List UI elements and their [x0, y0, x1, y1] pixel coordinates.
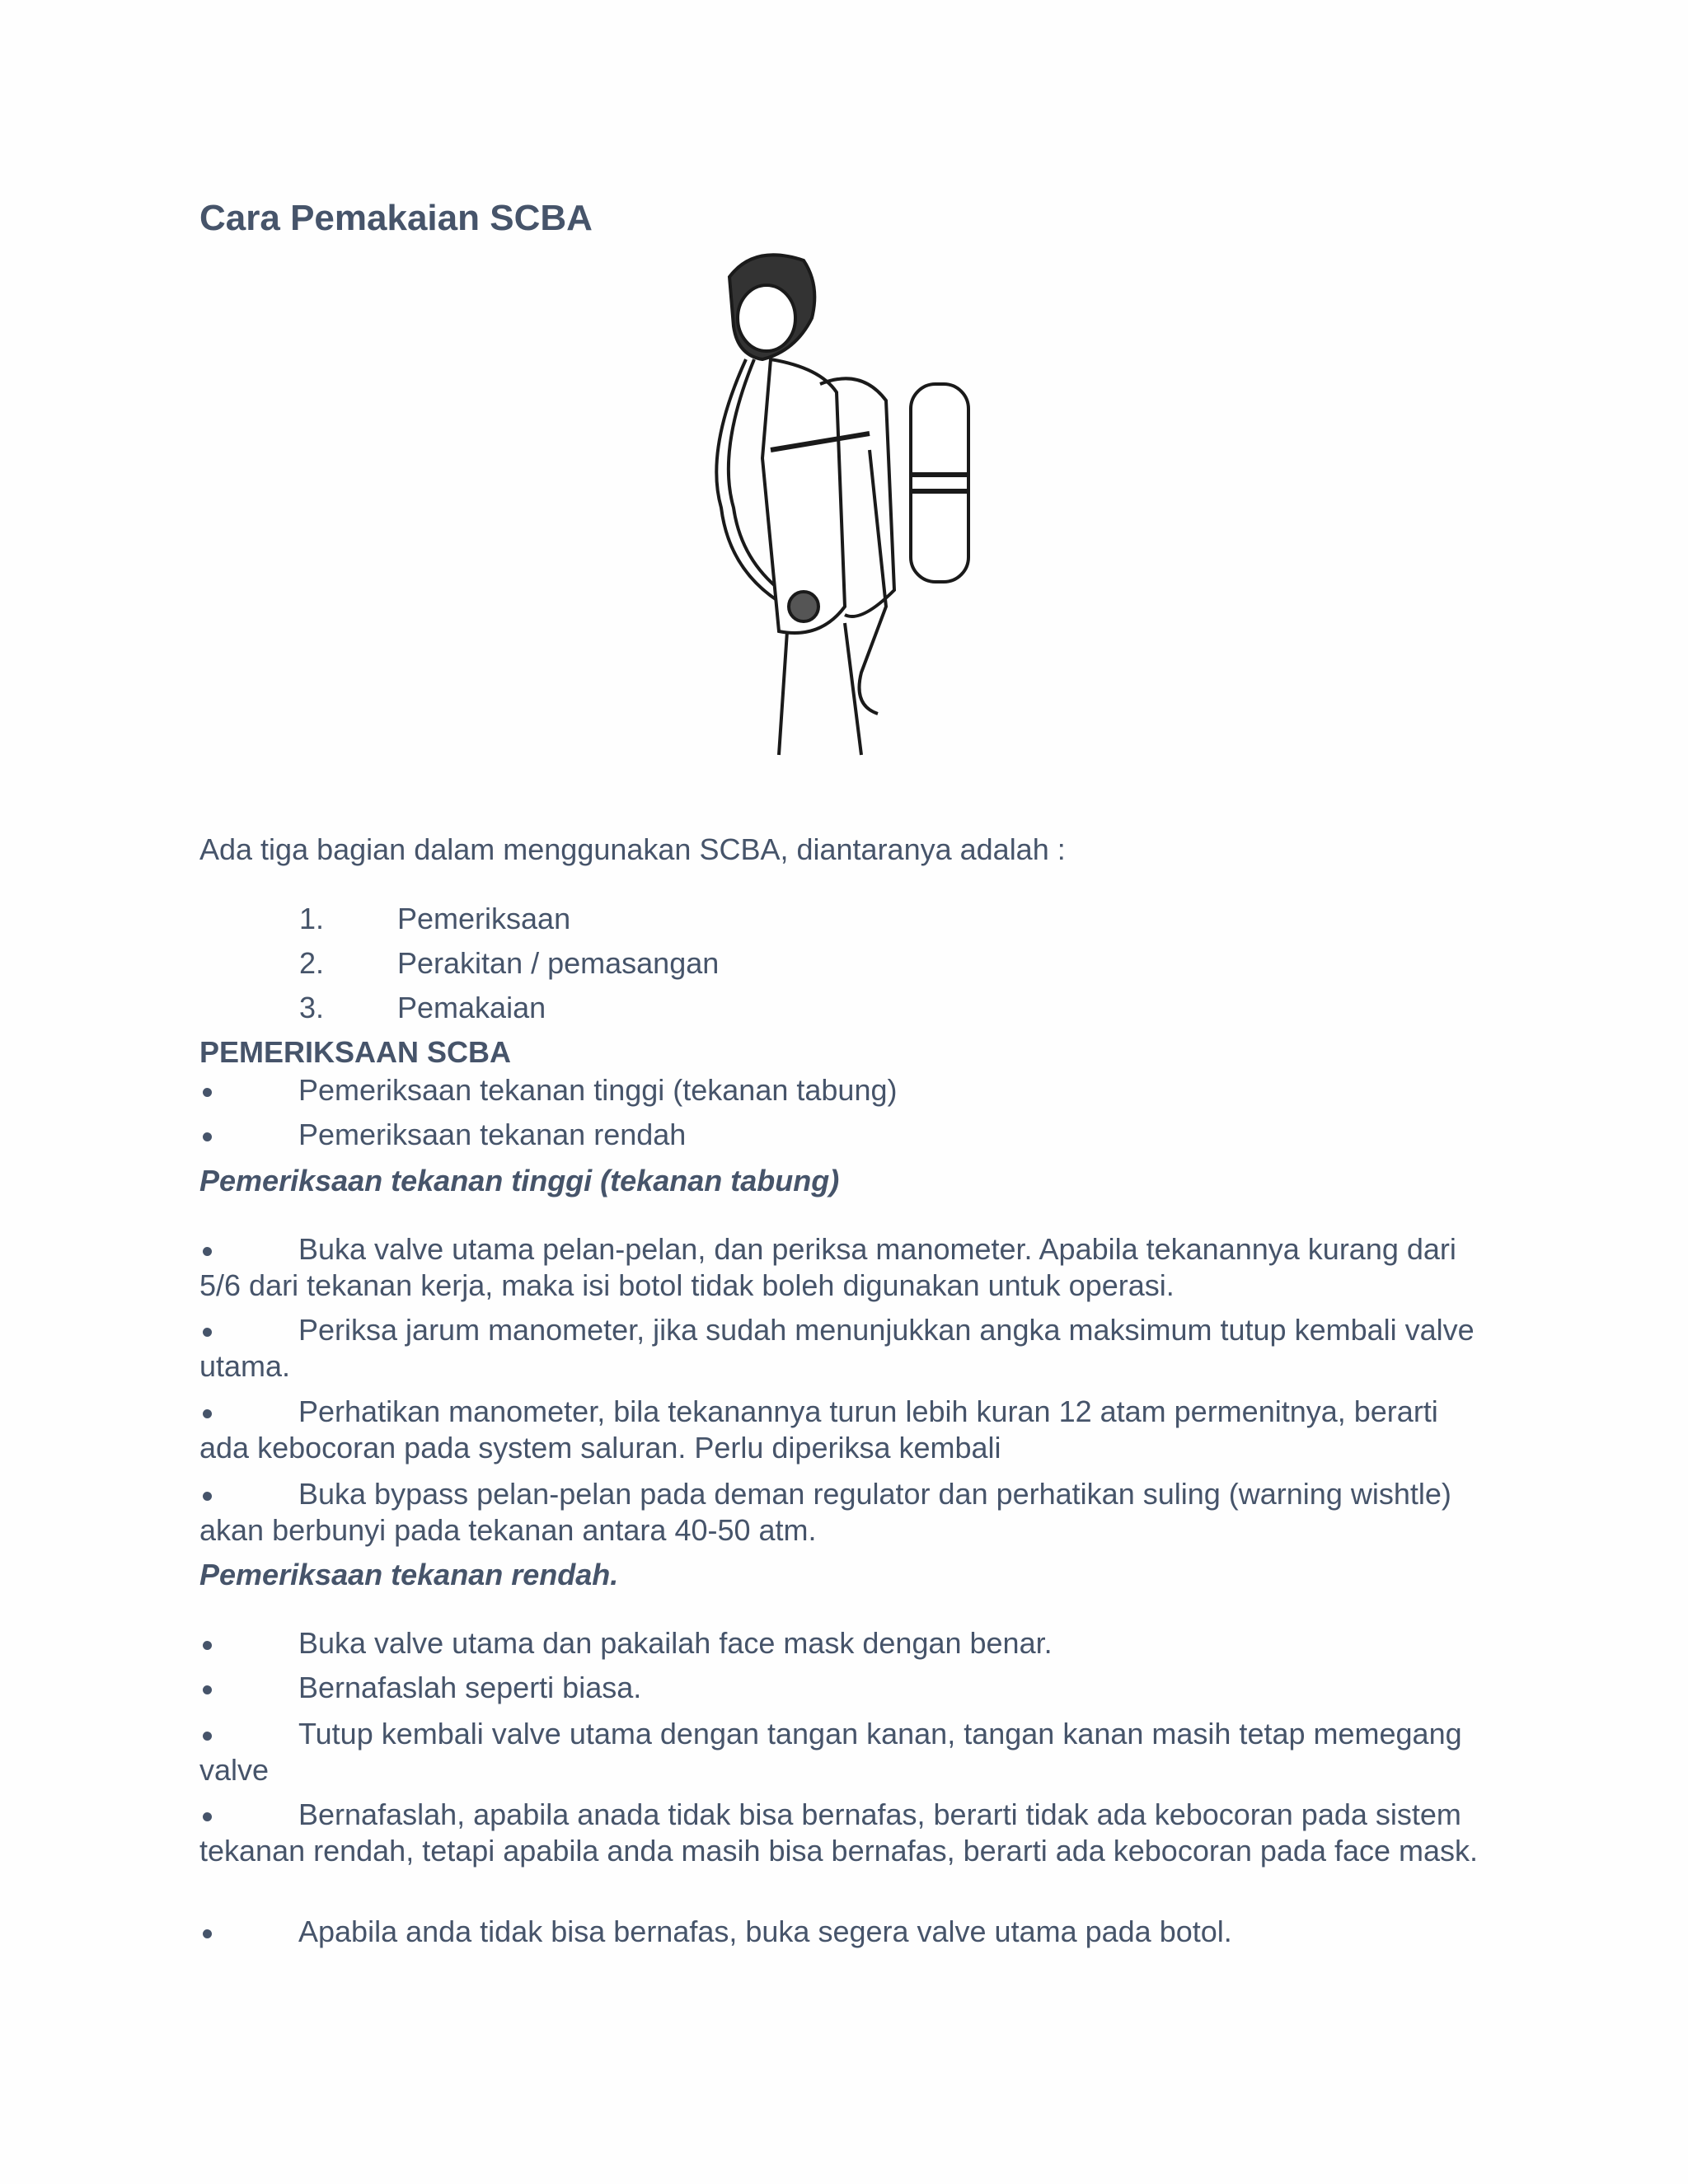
bullet-icon [199, 1231, 298, 1268]
bullet-item: Buka bypass pelan-pelan pada deman regulator dan perhatikan suling (warning wishtle) akan berbunyi pada tekanan antara 40-50 atm. [199, 1477, 1451, 1547]
step-text: Perakitan / pemasangan [397, 946, 720, 980]
bullet-item: Tutup kembali valve utama dengan tangan kanan, tangan kanan masih tetap memegang valve [199, 1717, 1462, 1787]
bullet-icon [199, 1625, 298, 1661]
step-number: 2. [299, 946, 325, 980]
bullet-icon [199, 1072, 298, 1108]
step-number: 1. [299, 902, 325, 935]
bullet-icon [199, 1476, 298, 1512]
scba-illustration [696, 244, 985, 759]
bullet-icon [199, 1716, 298, 1752]
bullet-item: Bernafaslah seperti biasa. [199, 1670, 1485, 1706]
step-number: 3. [299, 991, 325, 1024]
intro-text: Ada tiga bagian dalam menggunakan SCBA, diantaranya adalah : [199, 832, 1066, 866]
bullet-item: Buka valve utama pelan-pelan, dan periksa manometer. Apabila tekanannya kurang dari 5/6 dari tekanan kerja, maka isi botol tidak boleh digunakan untuk operasi. [199, 1232, 1456, 1302]
step-text: Pemeriksaan [397, 902, 571, 935]
bullet-icon [199, 1670, 298, 1706]
bullet-item: Pemeriksaan tekanan rendah [199, 1117, 1485, 1153]
bullet-icon [199, 1914, 298, 1950]
bullet-icon [199, 1312, 298, 1348]
bullet-item: Buka valve utama dan pakailah face mask dengan benar. [199, 1625, 1485, 1661]
page-title: Cara Pemakaian SCBA [199, 198, 593, 238]
bullet-item: Apabila anda tidak bisa bernafas, buka segera valve utama pada botol. [199, 1914, 1485, 1950]
bullet-item: Pemeriksaan tekanan tinggi (tekanan tabung) [199, 1072, 1485, 1108]
bullet-icon [199, 1797, 298, 1833]
subheading-low-pressure: Pemeriksaan tekanan rendah. [199, 1558, 619, 1591]
bullet-icon [199, 1394, 298, 1430]
bullet-item: Perhatikan manometer, bila tekanannya turun lebih kuran 12 atam permenitnya, berarti ada kebocoran pada system saluran. Perlu diperiksa kembali [199, 1394, 1438, 1465]
bullet-item: Periksa jarum manometer, jika sudah menunjukkan angka maksimum tutup kembali valve utama. [199, 1313, 1475, 1383]
subheading-high-pressure: Pemeriksaan tekanan tinggi (tekanan tabung) [199, 1164, 840, 1197]
bullet-icon [199, 1117, 298, 1153]
step-text: Pemakaian [397, 991, 546, 1024]
bullet-item: Bernafaslah, apabila anada tidak bisa bernafas, berarti tidak ada kebocoran pada sistem tekanan rendah, tetapi apabila anda masih bisa bernafas, berarti ada kebocoran pada face mask. [199, 1797, 1479, 1868]
section-heading: PEMERIKSAAN SCBA [199, 1035, 512, 1069]
